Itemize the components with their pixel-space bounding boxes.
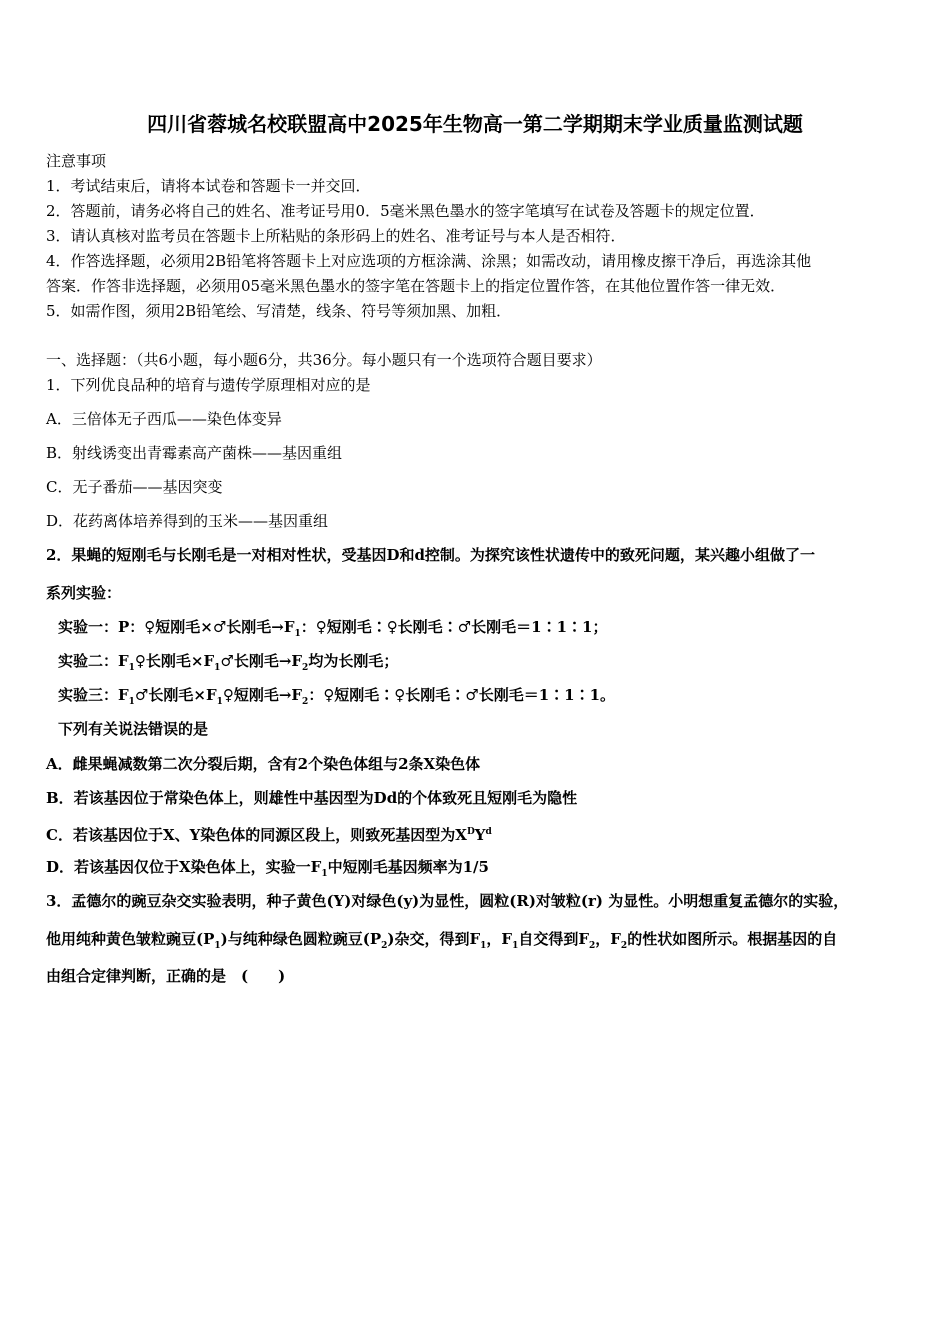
- text-segment: 2: [381, 941, 388, 951]
- text-segment: 实验三：F: [58, 686, 129, 704]
- text-segment: 2: [620, 941, 628, 951]
- text-segment: 实验二：F: [58, 652, 129, 670]
- text-segment: 1: [128, 697, 135, 707]
- text-segment: 1: [480, 941, 487, 951]
- notice-item: 1．考试结束后，请将本试卷和答题卡一并交回．: [46, 177, 371, 195]
- text-segment: ，F: [486, 930, 513, 948]
- text-segment: 2: [302, 697, 309, 707]
- text-segment: ♂长刚毛→F: [220, 652, 303, 670]
- question-3-stem-end: 由组合定律判断，正确的是 ( ): [46, 967, 286, 985]
- text-segment: ：♀短刚毛∶♀长刚毛∶♂长刚毛＝1∶1∶1。: [308, 686, 616, 704]
- text-segment: 1: [512, 941, 519, 951]
- experiment-2: [58, 651, 398, 678]
- text-segment: 1: [214, 941, 221, 951]
- text-segment: 的性状如图所示。根据基因的自: [627, 930, 838, 948]
- experiment-3: [58, 685, 615, 712]
- text-segment: 1: [294, 629, 301, 639]
- text-segment: ♀短刚毛→F: [222, 686, 303, 704]
- text-segment: ：♀短刚毛∶♀长刚毛∶♂长刚毛＝1∶1∶1；: [300, 618, 608, 636]
- text-segment: 1: [128, 663, 135, 673]
- question-2-stem-cont: 系列实验：: [46, 584, 122, 602]
- q2-option-a: A．雌果蝇减数第二次分裂后期，含有2个染色体组与2条X染色体: [46, 755, 481, 773]
- text-segment: 1: [321, 869, 328, 879]
- text-segment: 自交得到F: [518, 930, 589, 948]
- q1-option-c: C．无子番茄——基因突变: [46, 478, 223, 496]
- text-segment: 1: [216, 697, 223, 707]
- notice-item: 2．答题前，请务必将自己的姓名、准考证号用0．5毫米黑色墨水的签字笔填写在试卷及答题卡的规定位置．: [46, 202, 765, 220]
- question-3-stem-cont: [46, 929, 837, 956]
- text-segment: 均为长刚毛；: [308, 652, 399, 670]
- q2-option-d: [46, 857, 489, 884]
- q1-option-d: D．花药离体培养得到的玉米——基因重组: [46, 512, 329, 530]
- text-segment: 实验一：P：♀短刚毛×♂长刚毛→F: [58, 618, 295, 636]
- text-segment: d: [485, 827, 492, 837]
- notice-item: 答案．作答非选择题，必须用05毫米黑色墨水的签字笔在答题卡上的指定位置作答，在其他位置作答一律无效．: [46, 277, 786, 295]
- q2-option-b: B．若该基因位于常染色体上，则雄性中基因型为Dd的个体致死且短刚毛为隐性: [46, 789, 578, 807]
- question-2-stem: 2．果蝇的短刚毛与长刚毛是一对相对性状，受基因D和d控制。为探究该性状遗传中的致死问题，某兴趣小组做了一: [46, 546, 815, 564]
- text-segment: D: [466, 827, 475, 837]
- notice-item: 3．请认真核对监考员在答题卡上所粘贴的条形码上的姓名、准考证号与本人是否相符．: [46, 227, 626, 245]
- question-2-ask: 下列有关说法错误的是: [58, 720, 209, 738]
- text-segment: 1: [214, 663, 221, 673]
- q1-option-b: B．射线诱变出青霉素高产菌株——基因重组: [46, 444, 343, 462]
- notice-heading: 注意事项: [46, 152, 107, 170]
- page-title: 四川省蓉城名校联盟高中2025年生物高一第二学期期末学业质量监测试题: [147, 112, 803, 136]
- text-segment: 中短刚毛基因频率为1/5: [327, 858, 489, 876]
- text-segment: ♀长刚毛×F: [134, 652, 215, 670]
- experiment-1: [58, 617, 607, 644]
- question-3-stem: 3．孟德尔的豌豆杂交实验表明，种子黄色(Y)对绿色(y)为显性，圆粒(R)对皱粒(r) 为显性。小明想重复孟德尔的实验，: [46, 892, 849, 910]
- text-segment: )杂交，得到F: [387, 930, 481, 948]
- text-segment: 他用纯种黄色皱粒豌豆(P: [46, 930, 215, 948]
- text-segment: Y: [474, 826, 486, 844]
- text-segment: C．若该基因位于X、Y染色体的同源区段上，则致死基因型为X: [46, 826, 467, 844]
- text-segment: D．若该基因仅位于X染色体上，实验一F: [46, 858, 322, 876]
- q1-option-a: A．三倍体无子西瓜——染色体变异: [46, 410, 282, 428]
- text-segment: ，F: [595, 930, 621, 948]
- notice-item: 5．如需作图，须用2B铅笔绘、写清楚，线条、符号等须加黑、加粗．: [46, 302, 512, 320]
- text-segment: ♂长刚毛×F: [134, 686, 217, 704]
- text-segment: 2: [302, 663, 309, 673]
- text-segment: 2: [589, 941, 596, 951]
- notice-item: 4．作答选择题，必须用2B铅笔将答题卡上对应选项的方框涂满、涂黑；如需改动，请用橡皮擦干净后，再选涂其他: [46, 252, 812, 270]
- question-1-stem: 1．下列优良品种的培育与遗传学原理相对应的是: [46, 376, 371, 394]
- section-heading: 一、选择题：（共6小题，每小题6分，共36分。每小题只有一个选项符合题目要求）: [46, 351, 602, 369]
- q2-option-c: [46, 822, 492, 845]
- text-segment: )与纯种绿色圆粒豌豆(P: [220, 930, 382, 948]
